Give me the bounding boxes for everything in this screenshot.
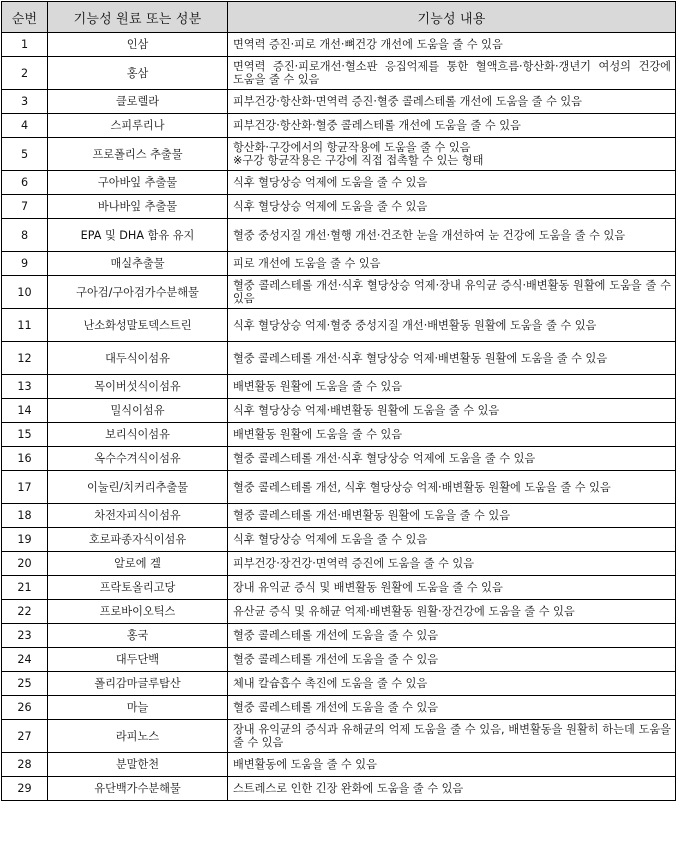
table-row bbox=[2, 576, 676, 600]
row-number: 27 bbox=[2, 720, 48, 753]
table-row bbox=[2, 57, 676, 90]
function-description bbox=[228, 600, 676, 624]
function-text: 식후 혈당상승 억제·혈중 중성지질 개선·배변활동 원활에 도움을 줄 수 있음 bbox=[233, 318, 597, 332]
table-row bbox=[2, 90, 676, 114]
function-description bbox=[228, 720, 676, 753]
function-description bbox=[228, 576, 676, 600]
function-description bbox=[228, 471, 676, 504]
functional-ingredients-table-container bbox=[1, 1, 675, 801]
function-description bbox=[228, 57, 676, 90]
function-description bbox=[228, 276, 676, 309]
function-description bbox=[228, 342, 676, 375]
ingredient-name: 난소화성말토덱스트린 bbox=[48, 309, 228, 342]
function-text: 유산균 증식 및 유해균 억제·배변활동 원활·장건강에 도움을 줄 수 있음 bbox=[233, 605, 575, 618]
table-row bbox=[2, 552, 676, 576]
row-number: 13 bbox=[2, 375, 48, 399]
function-description bbox=[228, 309, 676, 342]
table-row bbox=[2, 399, 676, 423]
table-row bbox=[2, 624, 676, 648]
function-text: 혈중 콜레스테롤 개선·식후 혈당상승 억제·장내 유익균 증식·배변활동 원활에 도움을 줄 수 있음 bbox=[233, 279, 671, 305]
row-number: 7 bbox=[2, 195, 48, 219]
table-row bbox=[2, 276, 676, 309]
function-description bbox=[228, 399, 676, 423]
function-text: 피부건강·항산화·혈중 콜레스테롤 개선에 도움을 줄 수 있음 bbox=[233, 119, 521, 132]
ingredient-name: EPA 및 DHA 함유 유지 bbox=[48, 219, 228, 252]
ingredient-name: 인삼 bbox=[48, 33, 228, 57]
table-row bbox=[2, 504, 676, 528]
function-description bbox=[228, 114, 676, 138]
ingredient-name: 바나바잎 추출물 bbox=[48, 195, 228, 219]
row-number: 5 bbox=[2, 138, 48, 171]
function-description bbox=[228, 138, 676, 171]
function-text: 피부건강·장건강·면역력 증진에 도움을 줄 수 있음 bbox=[233, 557, 475, 570]
function-text: 식후 혈당상승 억제에 도움을 줄 수 있음 bbox=[233, 533, 428, 546]
function-description bbox=[228, 552, 676, 576]
row-number: 19 bbox=[2, 528, 48, 552]
row-number: 15 bbox=[2, 423, 48, 447]
table-row bbox=[2, 171, 676, 195]
table-row bbox=[2, 600, 676, 624]
function-text: 혈중 콜레스테롤 개선에 도움을 줄 수 있음 bbox=[233, 629, 439, 642]
function-description bbox=[228, 423, 676, 447]
ingredient-name: 마늘 bbox=[48, 696, 228, 720]
function-description bbox=[228, 195, 676, 219]
function-description bbox=[228, 777, 676, 801]
table-row bbox=[2, 672, 676, 696]
table-row bbox=[2, 753, 676, 777]
function-text: 식후 혈당상승 억제에 도움을 줄 수 있음 bbox=[233, 176, 428, 189]
function-description bbox=[228, 33, 676, 57]
function-text: 배변활동에 도움을 줄 수 있음 bbox=[233, 758, 377, 771]
function-description bbox=[228, 171, 676, 195]
ingredient-name: 호로파종자식이섬유 bbox=[48, 528, 228, 552]
function-text: 피부건강·항산화·면역력 증진·혈중 콜레스테롤 개선에 도움을 줄 수 있음 bbox=[233, 95, 582, 108]
function-text: 식후 혈당상승 억제에 도움을 줄 수 있음 bbox=[233, 200, 428, 213]
ingredient-name: 프로폴리스 추출물 bbox=[48, 138, 228, 171]
row-number: 8 bbox=[2, 219, 48, 252]
row-number: 22 bbox=[2, 600, 48, 624]
row-number: 21 bbox=[2, 576, 48, 600]
function-text: 항산화·구강에서의 항균작용에 도움을 줄 수 있음 bbox=[233, 141, 471, 154]
functional-ingredients-table bbox=[1, 1, 676, 801]
ingredient-name: 분말한천 bbox=[48, 753, 228, 777]
function-text: 면역력 증진·피로 개선·뼈건강 개선에 도움을 줄 수 있음 bbox=[233, 38, 503, 51]
ingredient-name: 스피루리나 bbox=[48, 114, 228, 138]
table-row bbox=[2, 138, 676, 171]
table-row bbox=[2, 114, 676, 138]
function-text: 면역력 증진·피로개선·혈소판 응집억제를 통한 혈액흐름·항산화·갱년기 여성의 건강에 도움을 줄 수 있음 bbox=[233, 60, 671, 86]
ingredient-name: 알로에 겔 bbox=[48, 552, 228, 576]
ingredient-name: 유단백가수분해물 bbox=[48, 777, 228, 801]
table-row bbox=[2, 309, 676, 342]
function-text: 체내 칼슘흡수 촉진에 도움을 줄 수 있음 bbox=[233, 677, 428, 690]
table-row bbox=[2, 720, 676, 753]
function-description bbox=[228, 252, 676, 276]
ingredient-name: 라피노스 bbox=[48, 720, 228, 753]
function-text: 장내 유익균의 증식과 유해균의 억제 도움을 줄 수 있음, 배변활동을 원활히 하는데 도움을 줄 수 있음 bbox=[233, 723, 671, 749]
row-number: 10 bbox=[2, 276, 48, 309]
row-number: 9 bbox=[2, 252, 48, 276]
ingredient-name: 클로렐라 bbox=[48, 90, 228, 114]
function-description bbox=[228, 528, 676, 552]
function-text: 배변활동 원활에 도움을 줄 수 있음 bbox=[233, 380, 403, 393]
ingredient-name: 홍국 bbox=[48, 624, 228, 648]
table-row bbox=[2, 447, 676, 471]
function-description bbox=[228, 672, 676, 696]
row-number: 16 bbox=[2, 447, 48, 471]
header-number: 순번 bbox=[2, 2, 48, 33]
row-number: 17 bbox=[2, 471, 48, 504]
ingredient-name: 이눌린/치커리추출물 bbox=[48, 471, 228, 504]
table-row bbox=[2, 219, 676, 252]
ingredient-name: 밀식이섬유 bbox=[48, 399, 228, 423]
row-number: 4 bbox=[2, 114, 48, 138]
function-text: 식후 혈당상승 억제·배변활동 원활에 도움을 줄 수 있음 bbox=[233, 404, 500, 417]
ingredient-name: 프락토올리고당 bbox=[48, 576, 228, 600]
row-number: 18 bbox=[2, 504, 48, 528]
table-row bbox=[2, 33, 676, 57]
row-number: 14 bbox=[2, 399, 48, 423]
ingredient-name: 매실추출물 bbox=[48, 252, 228, 276]
table-row bbox=[2, 423, 676, 447]
function-note: ※구강 항균작용은 구강에 직접 접촉할 수 있는 형태 bbox=[233, 154, 484, 167]
row-number: 12 bbox=[2, 342, 48, 375]
function-description bbox=[228, 447, 676, 471]
row-number: 11 bbox=[2, 309, 48, 342]
table-row bbox=[2, 195, 676, 219]
function-text: 장내 유익균 증식 및 배변활동 원활에 도움을 줄 수 있음 bbox=[233, 581, 503, 594]
row-number: 28 bbox=[2, 753, 48, 777]
function-text: 혈중 콜레스테롤 개선·식후 혈당상승 억제에 도움을 줄 수 있음 bbox=[233, 452, 536, 465]
function-description bbox=[228, 624, 676, 648]
table-row bbox=[2, 375, 676, 399]
table-row bbox=[2, 696, 676, 720]
function-description bbox=[228, 648, 676, 672]
function-text: 혈중 콜레스테롤 개선에 도움을 줄 수 있음 bbox=[233, 653, 439, 666]
row-number: 3 bbox=[2, 90, 48, 114]
function-description bbox=[228, 753, 676, 777]
table-row bbox=[2, 342, 676, 375]
ingredient-name: 홍삼 bbox=[48, 57, 228, 90]
row-number: 1 bbox=[2, 33, 48, 57]
row-number: 25 bbox=[2, 672, 48, 696]
ingredient-name: 구아바잎 추출물 bbox=[48, 171, 228, 195]
function-description bbox=[228, 375, 676, 399]
ingredient-name: 대두식이섬유 bbox=[48, 342, 228, 375]
table-row bbox=[2, 471, 676, 504]
function-description bbox=[228, 90, 676, 114]
header-function: 기능성 내용 bbox=[228, 2, 676, 33]
function-text: 스트레스로 인한 긴장 완화에 도움을 줄 수 있음 bbox=[233, 782, 464, 795]
function-text: 혈중 중성지질 개선·혈행 개선·건조한 눈을 개선하여 눈 건강에 도움을 줄 수 있음 bbox=[233, 228, 626, 242]
table-row bbox=[2, 648, 676, 672]
function-text: 혈중 콜레스테롤 개선·식후 혈당상승 억제·배변활동 원활에 도움을 줄 수 있음 bbox=[233, 351, 608, 365]
function-text: 피로 개선에 도움을 줄 수 있음 bbox=[233, 257, 381, 270]
function-text: 혈중 콜레스테롤 개선, 식후 혈당상승 억제·배변활동 원활에 도움을 줄 수 있음 bbox=[233, 480, 611, 494]
table-header-row bbox=[2, 2, 676, 33]
ingredient-name: 목이버섯식이섬유 bbox=[48, 375, 228, 399]
function-description bbox=[228, 219, 676, 252]
ingredient-name: 폴리감마글루탐산 bbox=[48, 672, 228, 696]
ingredient-name: 보리식이섬유 bbox=[48, 423, 228, 447]
row-number: 6 bbox=[2, 171, 48, 195]
table-row bbox=[2, 777, 676, 801]
row-number: 2 bbox=[2, 57, 48, 90]
header-ingredient: 기능성 원료 또는 성분 bbox=[48, 2, 228, 33]
function-text: 혈중 콜레스테롤 개선에 도움을 줄 수 있음 bbox=[233, 701, 439, 714]
table-row bbox=[2, 252, 676, 276]
ingredient-name: 차전자피식이섬유 bbox=[48, 504, 228, 528]
row-number: 23 bbox=[2, 624, 48, 648]
ingredient-name: 구아검/구아검가수분해물 bbox=[48, 276, 228, 309]
row-number: 26 bbox=[2, 696, 48, 720]
ingredient-name: 대두단백 bbox=[48, 648, 228, 672]
row-number: 20 bbox=[2, 552, 48, 576]
table-row bbox=[2, 528, 676, 552]
function-text: 혈중 콜레스테롤 개선·배변활동 원활에 도움을 줄 수 있음 bbox=[233, 509, 511, 522]
ingredient-name: 옥수수겨식이섬유 bbox=[48, 447, 228, 471]
function-text: 배변활동 원활에 도움을 줄 수 있음 bbox=[233, 428, 403, 441]
row-number: 29 bbox=[2, 777, 48, 801]
function-description bbox=[228, 696, 676, 720]
row-number: 24 bbox=[2, 648, 48, 672]
ingredient-name: 프로바이오틱스 bbox=[48, 600, 228, 624]
function-description bbox=[228, 504, 676, 528]
